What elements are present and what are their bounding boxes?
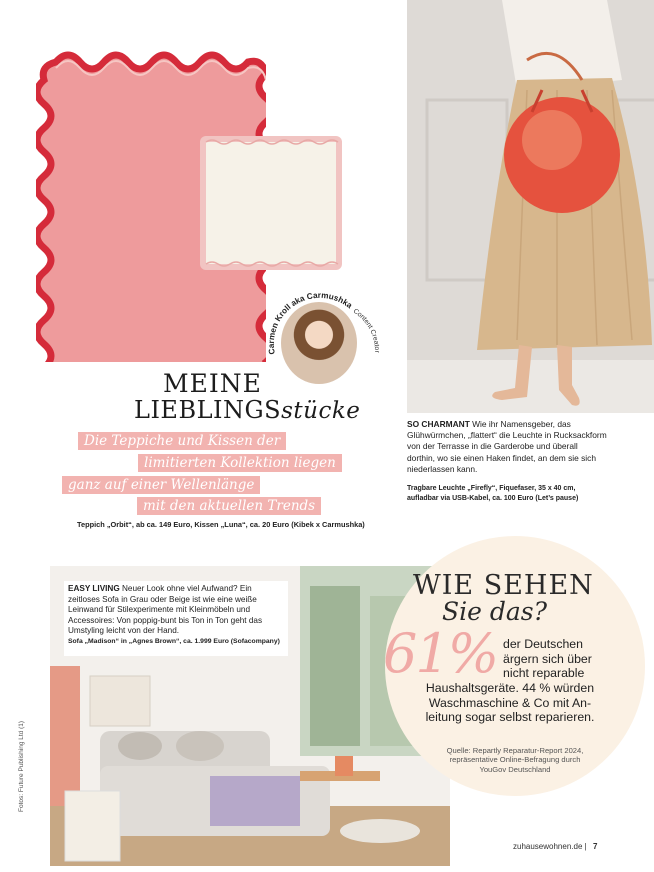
subtitle-line: Die Teppiche und Kissen der: [78, 432, 286, 450]
easy-living-box: [64, 581, 288, 656]
survey-stat-right: [503, 637, 592, 681]
easy-heading: EASY LIVING: [68, 584, 120, 593]
survey-heading1: WIE SEHEN: [413, 570, 594, 601]
portrait-name: Carmen Kroll aka Carmushka: [266, 290, 354, 356]
survey-percent: 61%: [383, 622, 498, 685]
source-line: repräsentative Online-Befragung durch: [449, 755, 581, 765]
subtitle-line: mit den aktuellen Trends: [137, 497, 321, 515]
cushion-image: [196, 132, 346, 274]
stat-line: Haushaltsgeräte. 44 % würden: [425, 681, 595, 695]
subtitle-line: limitierten Kollektion liegen: [138, 454, 342, 472]
title-caps: LIEBLINGS: [134, 396, 282, 424]
survey-source: [420, 746, 610, 774]
subtitle-line: ganz auf einer Wellenlänge: [62, 476, 260, 494]
stat-line: nicht reparable: [503, 666, 585, 680]
page-number: 7: [592, 842, 598, 851]
photo-credit: Fotos: Future Publishing Ltd (1): [18, 720, 25, 812]
footer-site: zuhausewohnen.de: [513, 842, 583, 851]
skirt-lamp-photo: [407, 0, 654, 413]
svg-text:Content Creator: [352, 308, 380, 354]
source-line: Quelle: Repartly Reparatur-Report 2024,: [446, 746, 584, 755]
portrait-role: Content Creator: [351, 307, 381, 353]
charmant-text: [407, 419, 607, 475]
charmant-body: Wie ihr Namensgeber, das Glühwürmchen, „flattert“ die Leuchte in Rucksackform von der Terrasse in die Garderobe und überall dorthin, wo sie einen Haken findet, an dem sie sich niederlassen kann.: [407, 419, 607, 474]
page-footer: [513, 842, 597, 851]
page-title-line1: MEINE: [163, 369, 262, 398]
stat-line: der Deutschen: [503, 637, 583, 651]
source-line: YouGov Deutschland: [479, 764, 551, 774]
easy-body: Neuer Look ohne viel Aufwand? Ein zeitloses Sofa in Grau oder Beige ist wie eine weiße Leinwand für Stilexperimente mit Kleinmöbeln und Accessoires: Von poppig-bunt bis Ton in Ton geht das Umstyling leicht von der Hand.: [68, 584, 263, 636]
survey-stat-bottom: [400, 681, 620, 725]
easy-caption: Sofa „Madison“ in „Agnes Brown“, ca. 1.999 Euro (Sofacompany): [68, 637, 280, 645]
stat-line: Waschmaschine & Co mit An-: [428, 695, 592, 710]
page-title-line2: [134, 396, 360, 424]
portrait-label: [255, 284, 385, 404]
footer-separator: |: [584, 842, 587, 851]
charmant-heading: SO CHARMANT: [407, 419, 470, 429]
stat-line: ärgern sich über: [503, 651, 592, 666]
svg-text:Carmen Kroll aka Carmushka: [267, 291, 354, 355]
easy-living-text: [68, 584, 284, 637]
rug-caption: Teppich „Orbit“, ab ca. 149 Euro, Kissen „Luna“, ca. 20 Euro (Kibek x Carmushka): [77, 520, 365, 529]
stat-line: leitung sogar selbst reparieren.: [425, 710, 595, 725]
title-italic: stücke: [281, 398, 361, 424]
survey-heading2: Sie das?: [442, 597, 548, 626]
charmant-caption: Tragbare Leuchte „Firefly“, Fiquefaser, 35 x 40 cm, aufladbar via USB-Kabel, ca. 100 Euro (Let’s pause): [407, 485, 579, 502]
